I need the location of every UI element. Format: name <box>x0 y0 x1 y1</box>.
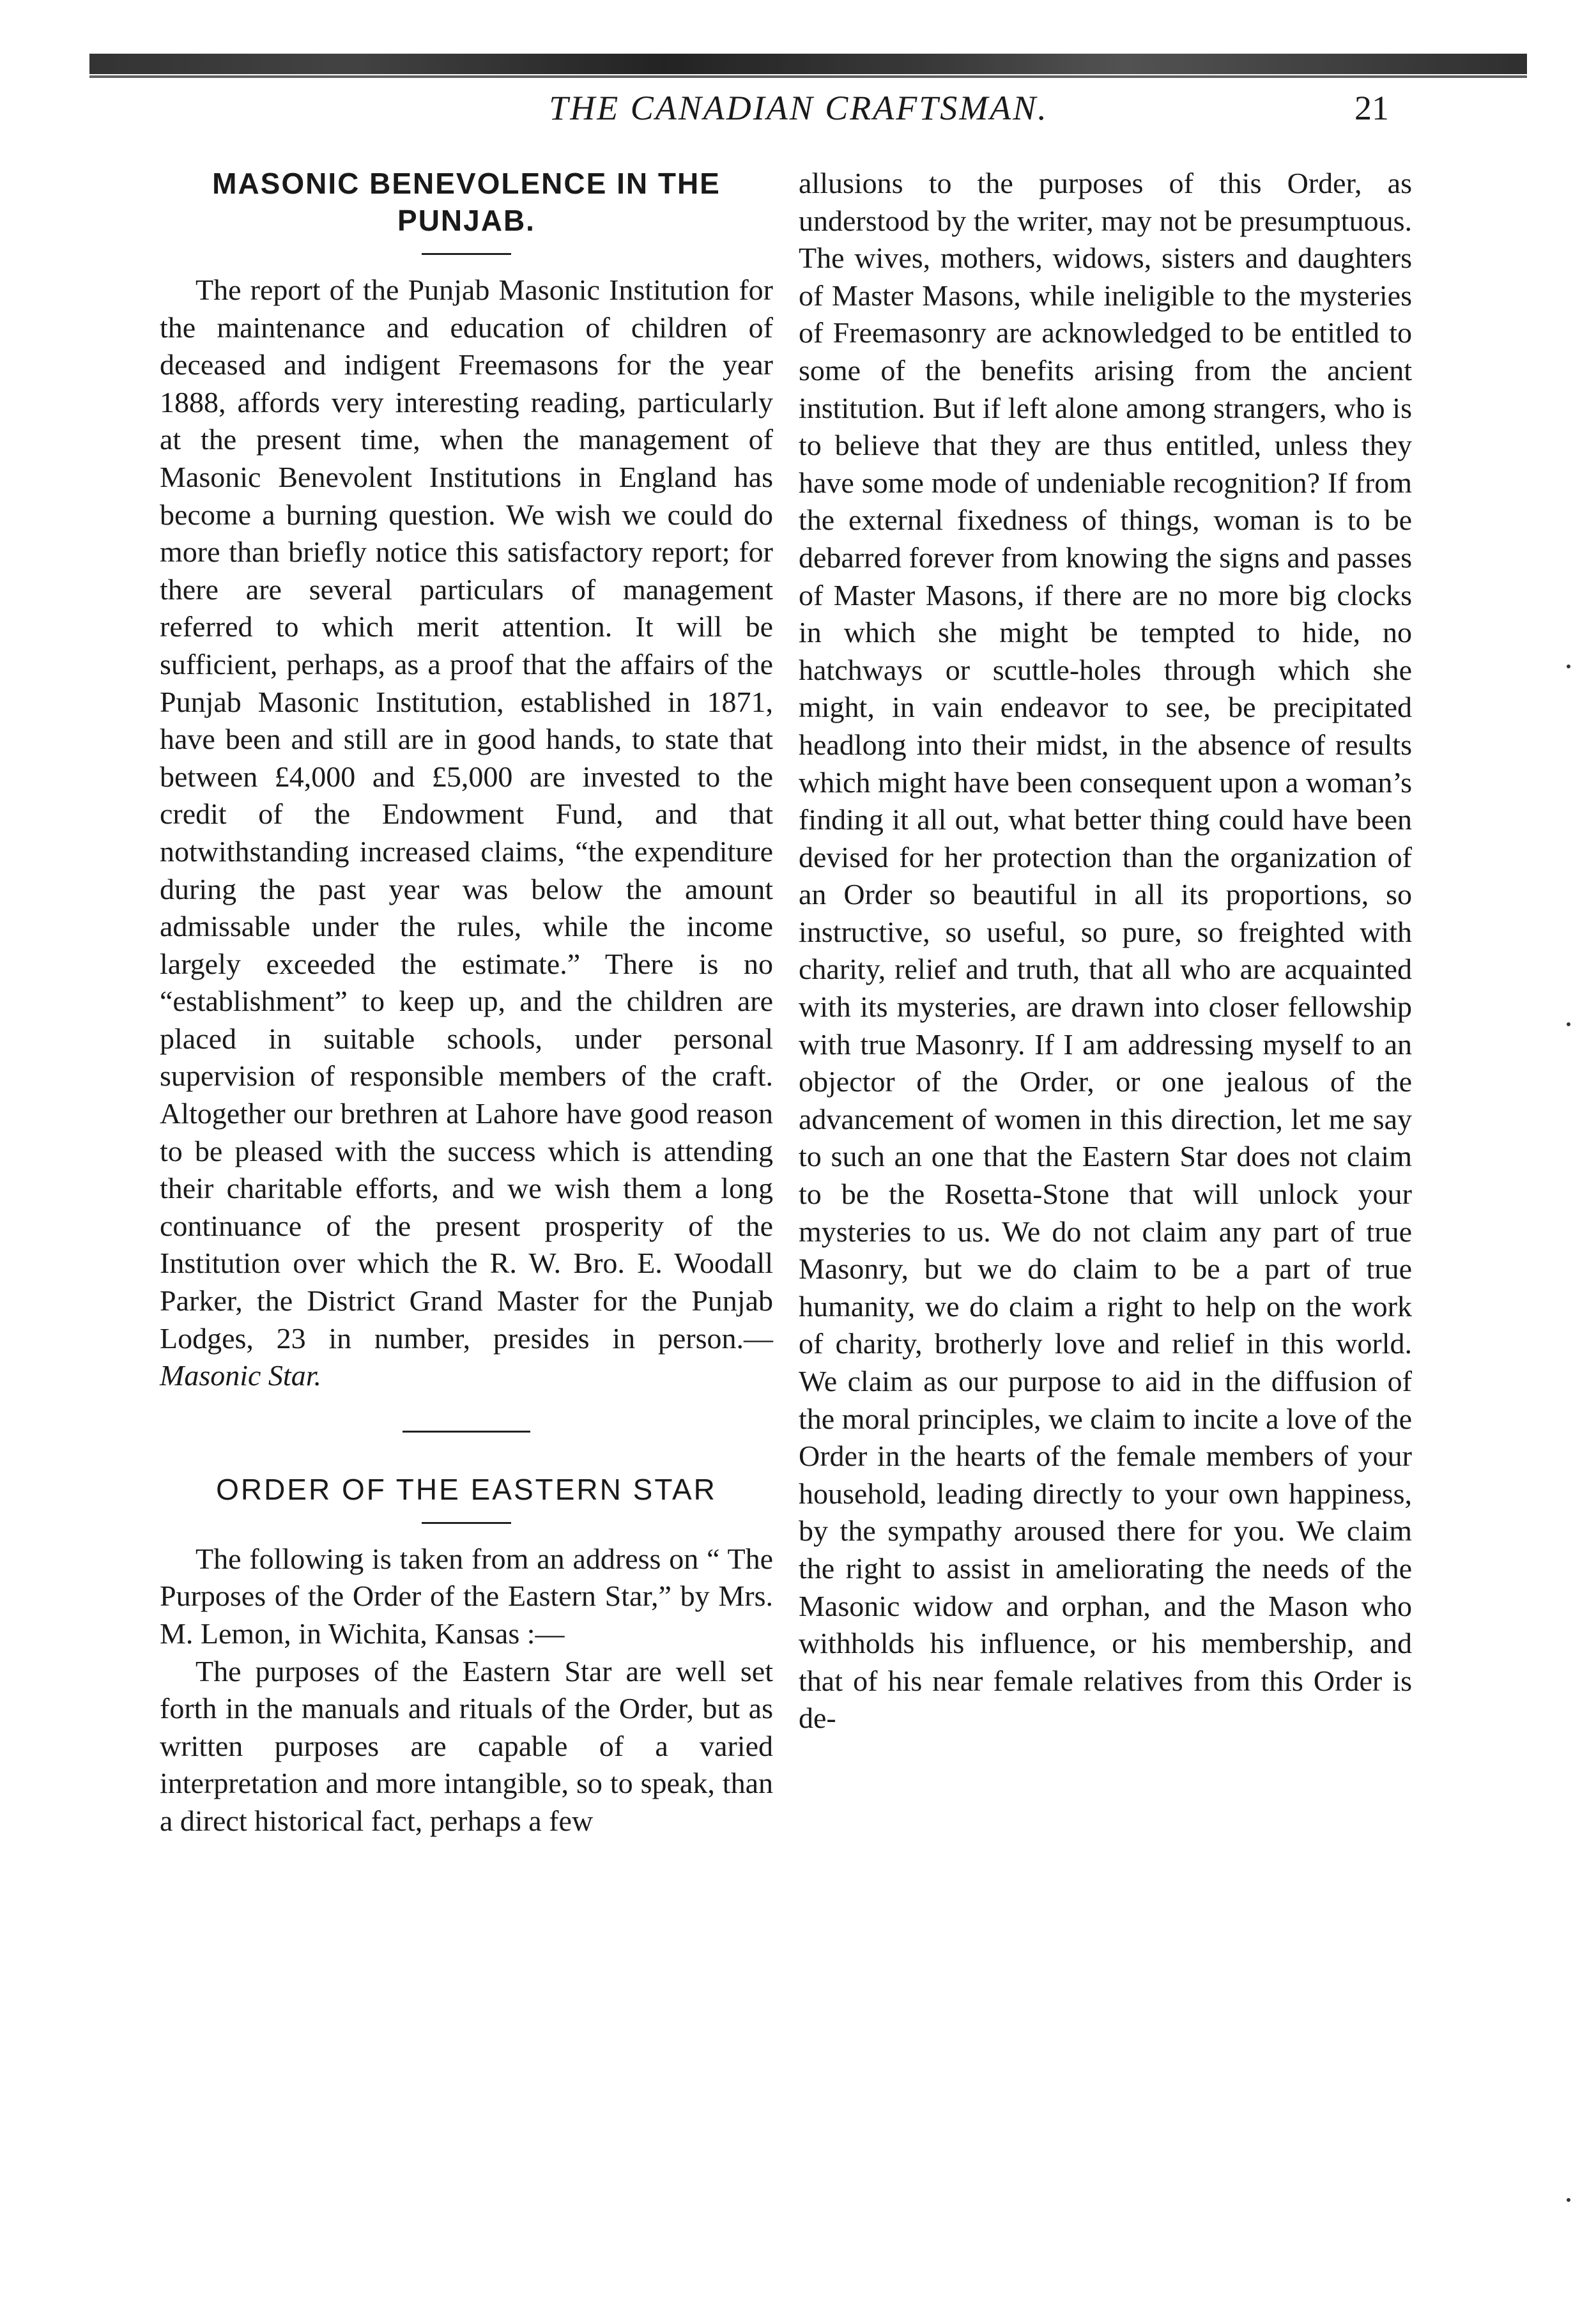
running-head: THE CANADIAN CRAFTSMAN. <box>549 89 1048 127</box>
margin-speck <box>1567 2198 1570 2202</box>
article-body-punjab-text: The report of the Punjab Masonic Institution for the maintenance and education of children of deceased and indigent Freemasons for the year 1888, affords very interesting reading, particularly at the present time, when the management of Masonic Benevolent Institutions in England has become a burning question. We wish we could do more than briefly notice this satisfactory report; for there are several particulars of management referred to which merit attention. It will be sufficient, perhaps, as a proof that the affairs of the Punjab Masonic Institution, established in 1871, have been and still are in good hands, to state that between £4,000 and £5,000 are invested to the credit of the Endowment Fund, and that notwithstanding increased claims, “the expenditure during the past year was below the amount admissable under the rules, while the income largely exceeded the estimate.” There is no “establishment” to keep up, and the children are placed in suitable schools, under personal supervision of responsible members of the craft. Altogether our brethren at Lahore have good reason to be pleased with the success which is attending their charitable efforts, and we wish them a long continuance of the present prosperity of the Institution over which the R. W. Bro. E. Woodall Parker, the District Grand Master for the Punjab Lodges, 23 in number, presides in person.— <box>160 273 773 1355</box>
article-body-eastern-star-right: allusions to the purposes of this Order, as understood by the writer, may not be presumptuous. The wives, mothers, widows, sisters and daughters of Master Masons, while ineligible to the mysteries of Freemasonry are acknowledged to be entitled to some of the benefits arising from the ancient institution. But if left alone among strangers, who is to believe that they are thus entitled, unless they have some mode of undeniable recognition? If from the external fixedness of things, woman is to be debarred forever from knowing the signs and passes of Master Masons, if there are no more big clocks in which she might be tempted to hide, no hatchways or scuttle-holes through which she might, in vain endeavor to see, be precipitated headlong into their midst, in the absence of results which might have been consequent upon a woman’s finding it all out, what better thing could have been devised for her protection than the organization of an Order so beautiful in all its proportions, so instructive, so useful, so pure, so freighted with charity, relief and truth, that all who are acquainted with its mysteries, are drawn into closer fellowship with true Masonry. If I am addressing myself to an objector of the Order, or one jealous of the advancement of women in this direction, let me say to such an one that the Eastern Star does not claim to be the Rosetta-Stone that will unlock your mysteries to us. We do not claim any part of true Masonry, but we do claim to be a part of true humanity, we do claim a right to help on the work of charity, brotherly love and relief in this world. We claim as our purpose to aid in the diffusion of the moral principles, we claim to incite a love of the Order in the hearts of the female members of your household, leading directly to your own happiness, by the sympathy aroused there for you. We claim the right to assist in ameliorating the needs of the Masonic widow and orphan, and the Mason who withholds his influence, or his membership, and that of his near female relatives from this Order is de- <box>799 167 1412 1735</box>
top-rule <box>89 54 1527 74</box>
margin-speck <box>1567 1022 1570 1026</box>
title-dash <box>422 253 511 255</box>
article-body-punjab <box>160 272 773 1395</box>
margin-speck <box>1567 665 1570 668</box>
right-column <box>799 165 1412 1737</box>
page-number: 21 <box>1354 89 1389 127</box>
article-body-eastern-star-left: The purposes of the Eastern Star are well set forth in the manuals and rituals of the Order, but as written purposes are capable of a varied interpretation and more intangible, so to speak, than a direct historical fact, perhaps a few <box>160 1654 773 1837</box>
article-intro-eastern-star: The following is taken from an address on “ The Purposes of the Order of the Eastern Star,” by Mrs. M. Lemon, in Wichita, Kansas :— <box>160 1542 773 1650</box>
title-dash <box>422 1522 511 1524</box>
article-title-punjab: MASONIC BENEVOLENCE IN THE PUNJAB. <box>212 167 721 237</box>
article-separator <box>403 1431 530 1433</box>
article-title-eastern-star: ORDER OF THE EASTERN STAR <box>216 1472 717 1506</box>
left-column <box>160 165 773 1840</box>
article-credit: Masonic Star. <box>160 1359 321 1392</box>
